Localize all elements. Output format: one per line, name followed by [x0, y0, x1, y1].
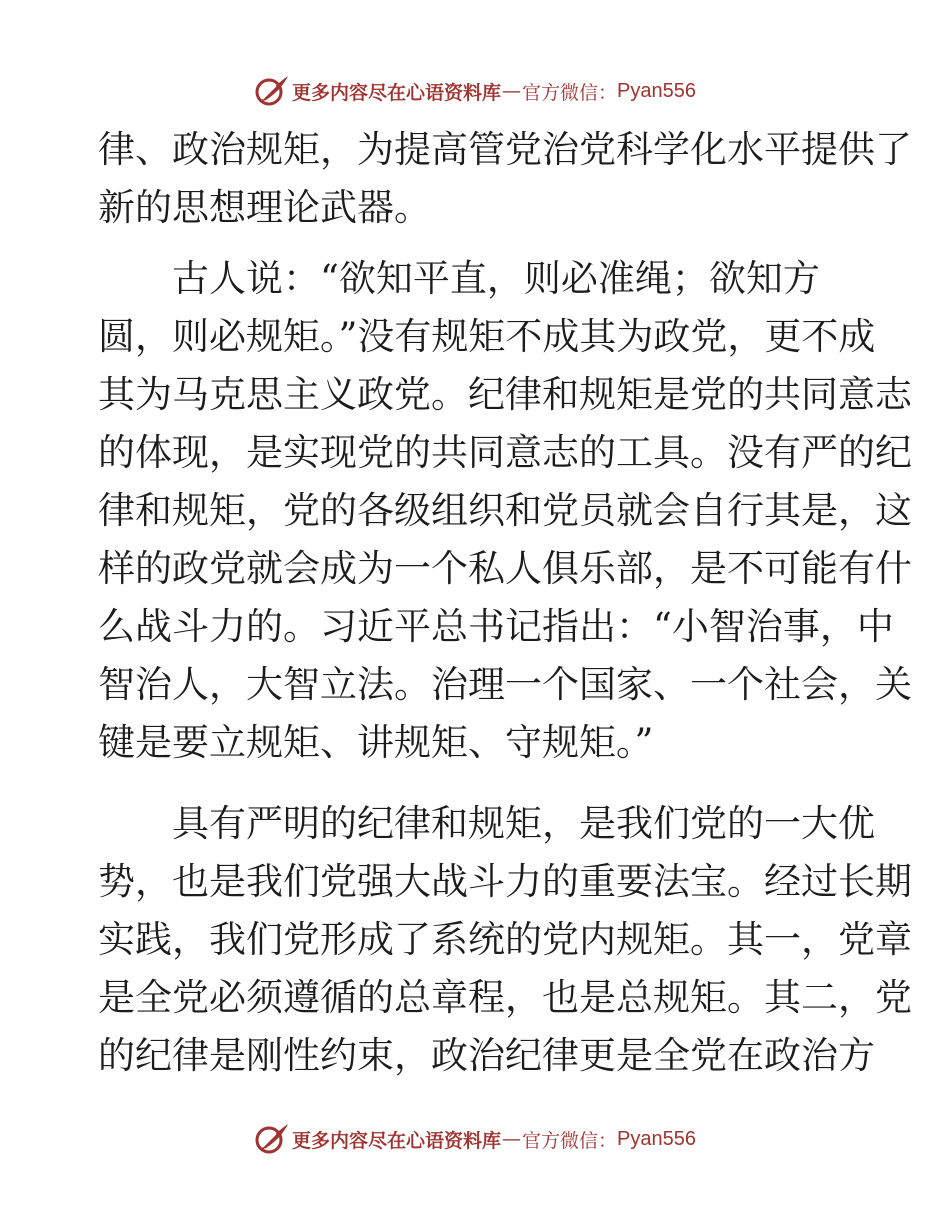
text-line: 其为马克思主义政党。纪律和规矩是党的共同意志	[98, 373, 912, 416]
paragraph-3	[98, 795, 912, 1085]
text-line: 势，也是我们党强大战斗力的重要法宝。经过长期	[98, 860, 912, 903]
watermark-id: Pyan556	[617, 1127, 696, 1150]
text-line: 律、政治规矩，为提高管党治党科学化水平提供了	[98, 128, 912, 171]
text-line: 圆，则必规矩。”没有规矩不成其为政党，更不成	[98, 315, 876, 358]
paragraph-1	[98, 121, 912, 237]
header-watermark	[0, 74, 950, 108]
watermark-separator: —	[502, 80, 522, 102]
text-line: 实践，我们党形成了系统的党内规矩。其一，党章	[98, 918, 912, 961]
text-line: 新的思想理论武器。	[98, 186, 431, 229]
paragraph-2	[98, 250, 912, 772]
feather-logo-icon	[254, 1122, 290, 1156]
text-line: 智治人，大智立法。治理一个国家、一个社会，关	[98, 663, 912, 706]
watermark-official: 官方微信：	[522, 81, 618, 104]
text-line: 古人说：“欲知平直，则必准绳；欲知方	[98, 257, 820, 300]
watermark-id: Pyan556	[617, 79, 696, 102]
text-line: 具有严明的纪律和规矩，是我们党的一大优	[98, 802, 875, 845]
text-line: 的纪律是刚性约束，政治纪律更是全党在政治方	[98, 1034, 875, 1077]
text-line: 么战斗力的。习近平总书记指出：“小智治事，中	[98, 605, 894, 648]
watermark-separator: —	[502, 1128, 522, 1150]
footer-watermark	[0, 1122, 950, 1156]
watermark-official: 官方微信：	[522, 1129, 618, 1152]
text-line: 样的政党就会成为一个私人俱乐部，是不可能有什	[98, 547, 912, 590]
text-line: 律和规矩，党的各级组织和党员就会自行其是，这	[98, 489, 912, 532]
text-line: 是全党必须遵循的总章程，也是总规矩。其二，党	[98, 976, 912, 1019]
watermark-brand: 更多内容尽在心语资料库	[292, 1129, 502, 1152]
feather-logo-icon	[254, 74, 290, 108]
text-line: 的体现，是实现党的共同意志的工具。没有严的纪	[98, 431, 912, 474]
watermark-brand: 更多内容尽在心语资料库	[292, 81, 502, 104]
text-line: 键是要立规矩、讲规矩、守规矩。”	[98, 721, 654, 764]
